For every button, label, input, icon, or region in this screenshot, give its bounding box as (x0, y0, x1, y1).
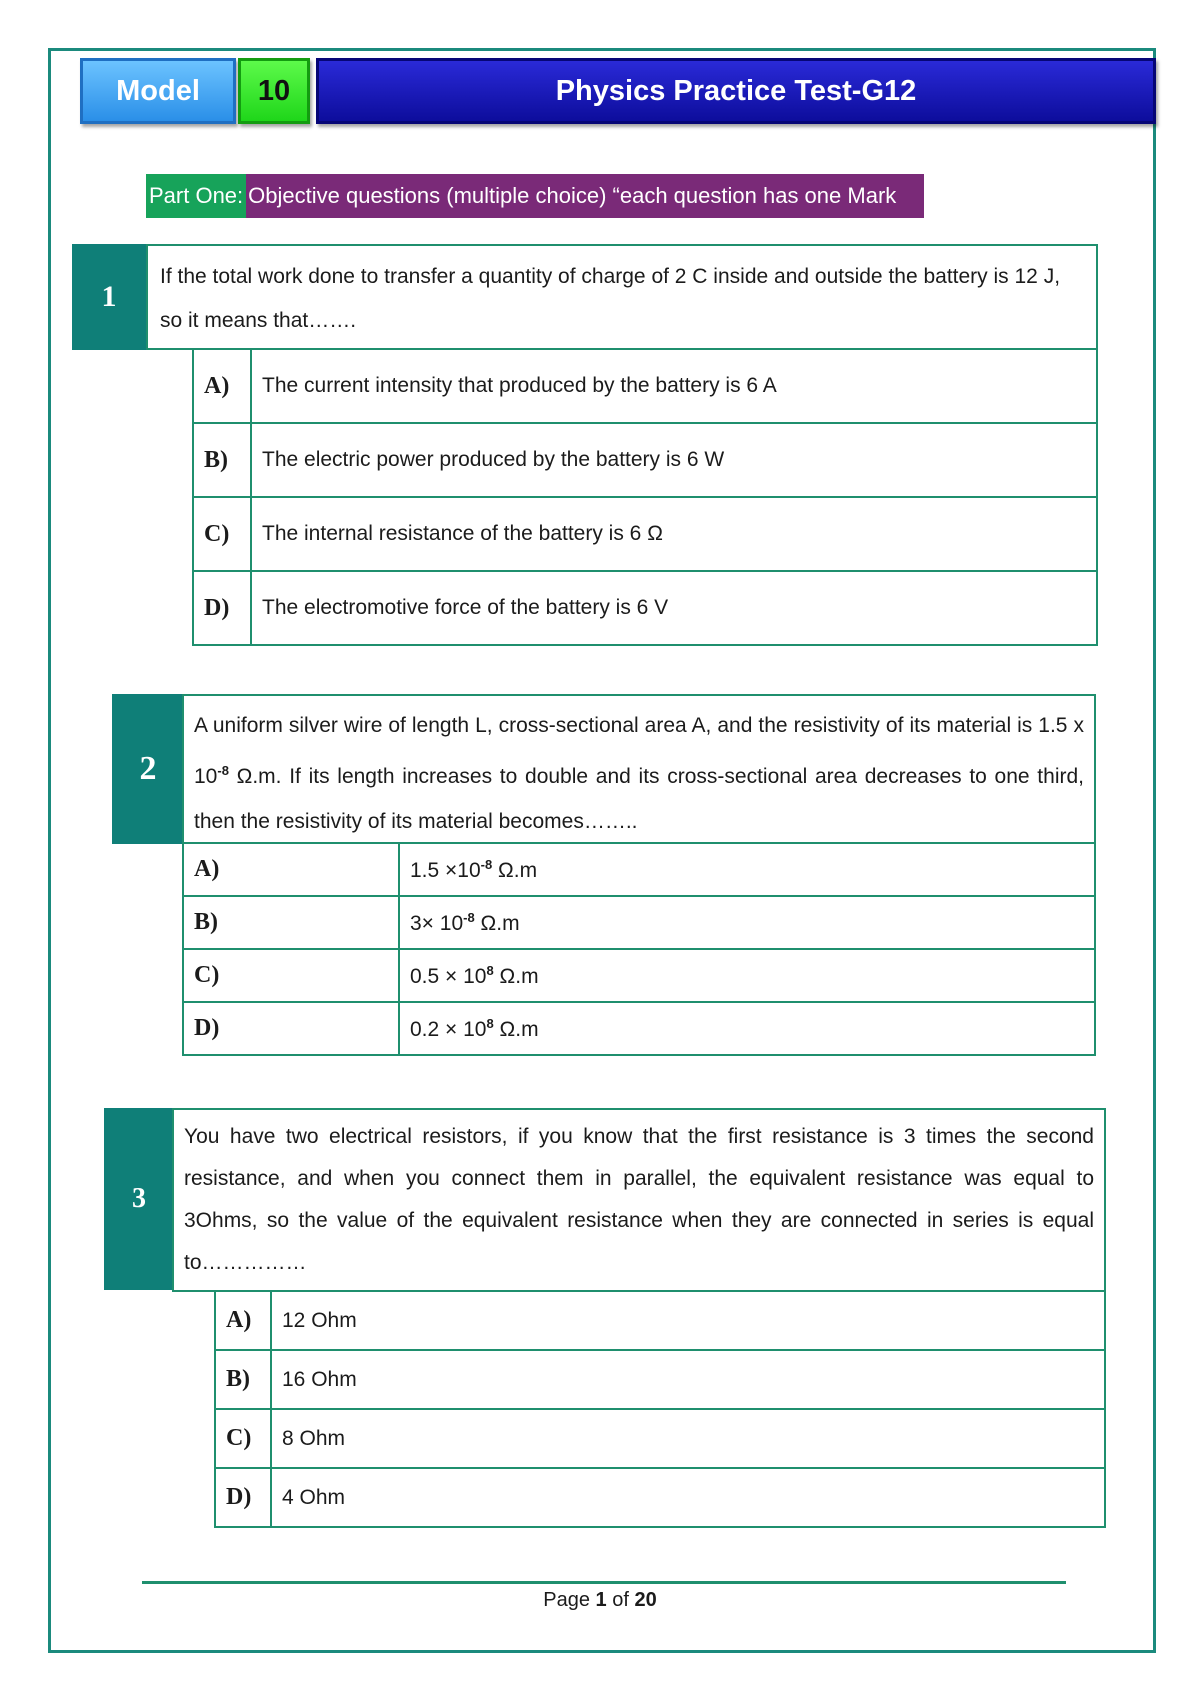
option-letter: C) (183, 949, 399, 1002)
option-row[interactable] (183, 843, 1095, 896)
option-letter: A) (193, 349, 251, 423)
option-row[interactable] (183, 1002, 1095, 1055)
option-row[interactable] (193, 497, 1097, 571)
option-text: 16 Ohm (271, 1350, 1105, 1409)
question-1-options (192, 348, 1098, 646)
option-text: 12 Ohm (271, 1291, 1105, 1350)
option-letter: C) (193, 497, 251, 571)
question-2-text (182, 694, 1096, 844)
question-2-number: 2 (112, 694, 184, 844)
option-row[interactable] (193, 423, 1097, 497)
option-row[interactable] (183, 949, 1095, 1002)
option-text: $0.5 \times 10^8$ Ω.m (399, 949, 1095, 1002)
option-text: $3\times 10^{-8}$ Ω.m (399, 896, 1095, 949)
question-1-text: If the total work done to transfer a quantity of charge of 2 C inside and outside the battery is 12 J, so it means that……. (146, 244, 1098, 350)
question-2-text-a: A uniform silver wire of length L, cross-sectional area A, and the resistivity of its material is 1.5 x 10 (194, 714, 1084, 788)
option-text: 4 Ohm (271, 1468, 1105, 1527)
option-letter: D) (183, 1002, 399, 1055)
option-text: The current intensity that produced by the battery is 6 A (251, 349, 1097, 423)
option-letter: B) (193, 423, 251, 497)
of-word: of (612, 1589, 629, 1611)
option-letter: B) (215, 1350, 271, 1409)
option-row[interactable] (215, 1291, 1105, 1350)
question-3-number: 3 (104, 1108, 174, 1290)
question-2-text-b: Ω.m. If its length increases to double and its cross-sectional area decreases to one third, then the resistivity of its material becomes…….. (194, 765, 1084, 833)
option-text: $0.2 \times 10^8$ Ω.m (399, 1002, 1095, 1055)
option-row[interactable] (215, 1468, 1105, 1527)
option-text: 8 Ohm (271, 1409, 1105, 1468)
option-text: The internal resistance of the battery is 6 Ω (251, 497, 1097, 571)
option-row[interactable] (215, 1409, 1105, 1468)
option-letter: A) (215, 1291, 271, 1350)
option-letter: B) (183, 896, 399, 949)
option-text: $1.5 \times 10^{-8}$ Ω.m (399, 843, 1095, 896)
option-row[interactable] (193, 571, 1097, 645)
model-label: Model (80, 58, 236, 124)
page-title: Physics Practice Test-G12 (316, 58, 1156, 124)
footer-divider (142, 1581, 1066, 1584)
model-number: 10 (238, 58, 310, 124)
page-word: Page (543, 1589, 590, 1611)
option-letter: C) (215, 1409, 271, 1468)
option-row[interactable] (183, 896, 1095, 949)
option-row[interactable] (193, 349, 1097, 423)
question-2-exponent: -8 (217, 763, 229, 778)
total-pages: 20 (634, 1589, 657, 1611)
option-row[interactable] (215, 1350, 1105, 1409)
option-letter: A) (183, 843, 399, 896)
question-3-text: You have two electrical resistors, if you know that the first resistance is 3 times the second resistance, and when you connect them in parallel, the equivalent resistance was equal to 3Ohms, so the value of the equivalent resistance when they are connected in series is equal to…………… (172, 1108, 1106, 1292)
option-letter: D) (215, 1468, 271, 1527)
part-heading (146, 174, 924, 218)
question-1-number: 1 (72, 244, 146, 350)
part-prefix: Part One: (146, 174, 246, 218)
question-3-options (214, 1290, 1106, 1528)
question-2-options (182, 842, 1096, 1056)
option-letter: D) (193, 571, 251, 645)
page-number (0, 1589, 1200, 1612)
option-text: The electromotive force of the battery is 6 V (251, 571, 1097, 645)
option-text: The electric power produced by the battery is 6 W (251, 423, 1097, 497)
current-page: 1 (595, 1589, 607, 1611)
part-text: Objective questions (multiple choice) “each question has one Mark (246, 174, 924, 218)
